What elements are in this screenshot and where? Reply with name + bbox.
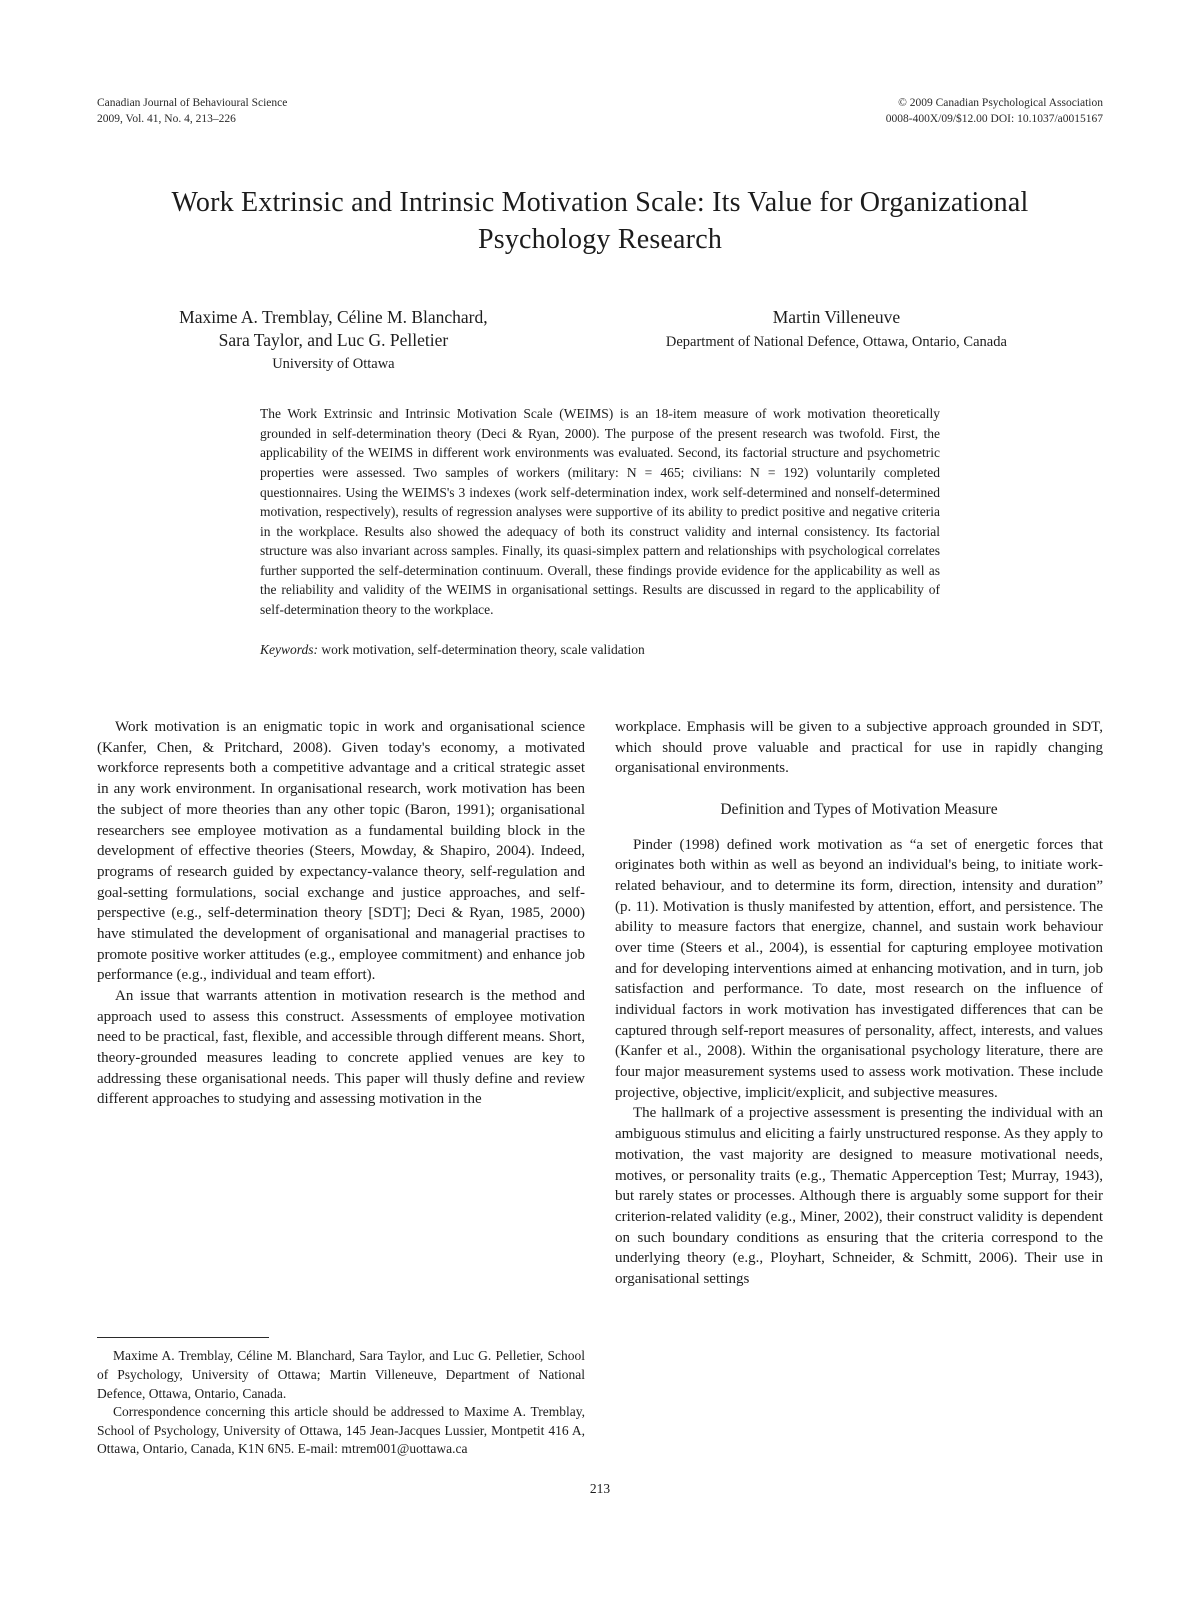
keywords-line <box>260 640 940 660</box>
paragraph: The hallmark of a projective assessment is presenting the individual with an ambiguous stimulus and eliciting a fairly unstructured response. As they apply to motivation, the vast majority are designed to measure motivational needs, motives, or personality traits (e.g., Thematic Apperception Test; Murray, 1943), but rarely states or processes. Although there is arguably some support for their criterion-related validity (e.g., Miner, 2002), their construct validity is dependent on such boundary conditions as ensuring that the criteria correspond to the underlying theory (e.g., Ployhart, Schneider, & Schmitt, 2006). Their use in organisational settings <box>615 1105 1103 1287</box>
section-heading: Definition and Types of Motivation Measure <box>720 801 998 819</box>
author-note <box>97 1337 585 1459</box>
doi-line: 0008-400X/09/$12.00 DOI: 10.1037/a0015167 <box>885 113 1103 126</box>
keywords-text: work motivation, self-determination theory, scale validation <box>318 641 645 657</box>
keywords-label: Keywords: <box>260 641 318 657</box>
journal-info <box>97 95 287 127</box>
author-names-line1: Maxime A. Tremblay, Céline M. Blanchard, <box>179 306 488 327</box>
copyright-line: © 2009 Canadian Psychological Association <box>898 97 1103 109</box>
author-affiliation-right: Department of National Defence, Ottawa, Ontario, Canada <box>665 333 1007 350</box>
journal-issue-line: 2009, Vol. 41, No. 4, 213–226 <box>97 113 236 126</box>
body-right-column <box>615 717 1103 1459</box>
paragraph: Work motivation is an enigmatic topic in work and organisational science (Kanfer, Chen, & Pritchard, 2008). Given today's economy, a motivated workforce represents both a competitive advantage and a critical strategic asset in any work environment. In organisational research, work motivation has been the subject of more theories than any other topic (Baron, 1991); organisational researchers see employee motivation as a fundamental building block in the development of effective theories (Steers, Mowday, & Shapiro, 2004). Indeed, programs of research guided by expectancy-valance theory, self-regulation and goal-setting formulations, social exchange and justice approaches, and self-perspective (e.g., self-determination theory [SDT]; Deci & Ryan, 1985, 2000) have stimulated the development of organisational and managerial practises to promote positive worker attitudes (e.g., employee commitment) and enhance job performance (e.g., individual and team effort). <box>97 719 585 984</box>
page-number: 213 <box>589 1481 611 1497</box>
authors-row <box>97 306 1103 374</box>
author-note-paragraph: Maxime A. Tremblay, Céline M. Blanchard, Sara Taylor, and Luc G. Pelletier, School of Psychology, University of Ottawa; Martin Villeneuve, Department of National Defence, Ottawa, Ontario, Canada. <box>97 1348 585 1401</box>
author-affiliation-left: University of Ottawa <box>272 356 395 373</box>
paper-title: Work Extrinsic and Intrinsic Motivation Scale: Its Value for Organizational Psychology Research <box>171 187 1029 255</box>
body-left-column <box>97 717 585 1459</box>
body-columns <box>97 717 1103 1459</box>
running-head <box>97 95 1103 127</box>
journal-name: Canadian Journal of Behavioural Science <box>97 97 288 109</box>
paragraph: Pinder (1998) defined work motivation as “a set of energetic forces that originates both within as well as beyond an individual's being, to initiate work-related behaviour, and to determine its form, direction, intensity and duration” (p. 11). Motivation is thusly manifested by attention, effort, and persistence. The ability to measure factors that energize, channel, and sustain work behaviour over time (Steers et al., 2004), is essential for capturing employee motivation and for developing interventions aimed at enhancing motivation, and in turn, job satisfaction and performance. To date, most research on the influence of individual factors in work motivation has investigated differences that can be captured through self-report measures of personality, affect, interests, and values (Kanfer et al., 2008). Within the organisational psychology literature, there are four major measurement systems used to assess work motivation. These include projective, objective, implicit/explicit, and subjective measures. <box>615 836 1103 1101</box>
footnote-rule <box>97 1337 269 1338</box>
paragraph: An issue that warrants attention in motivation research is the method and approach used to assess this construct. Assessments of employee motivation need to be practical, fast, flexible, and accessible through different means. Short, theory-grounded measures leading to concrete applied venues are key to addressing these organisational needs. This paper will thusly define and review different approaches to studying and assessing motivation in the <box>97 988 585 1108</box>
abstract-text: The Work Extrinsic and Intrinsic Motivation Scale (WEIMS) is an 18-item measure of work motivation theoretically grounded in self-determination theory (Deci & Ryan, 2000). The purpose of the present research was twofold. First, the applicability of the WEIMS in different work environments was evaluated. Second, its factorial structure and psychometric properties were assessed. Two samples of workers (military: N = 465; civilians: N = 192) voluntarily completed questionnaires. Using the WEIMS's 3 indexes (work self-determination index, work self-determined and nonself-determined motivation, respectively), results of regression analyses were supportive of its ability to predict positive and negative criteria in the workplace. Results also showed the adequacy of both its construct validity and internal consistency. Its factorial structure was also invariant across samples. Finally, its quasi-simplex pattern and relationships with psychological correlates further supported the self-determination continuum. Overall, these findings provide evidence for the applicability as well as the reliability and validity of the WEIMS in organisational settings. Results are discussed in regard to the applicability of self-determination theory to the workplace. <box>260 406 940 617</box>
author-group-right <box>570 306 1103 352</box>
correspondence-note: Correspondence concerning this article should be addressed to Maxime A. Tremblay, School of Psychology, University of Ottawa, 145 Jean-Jacques Lussier, Montpetit 416 A, Ottawa, Ontario, Canada, K1N 6N5. E-mail: mtrem001@uottawa.ca <box>97 1404 585 1457</box>
copyright-info <box>886 95 1103 127</box>
author-group-left <box>97 306 570 374</box>
paragraph: workplace. Emphasis will be given to a subjective approach grounded in SDT, which should prove valuable and practical for use in rapidly changing organisational environments. <box>615 719 1103 777</box>
author-names-line2: Sara Taylor, and Luc G. Pelletier <box>218 329 449 350</box>
author-name-right: Martin Villeneuve <box>772 306 901 327</box>
